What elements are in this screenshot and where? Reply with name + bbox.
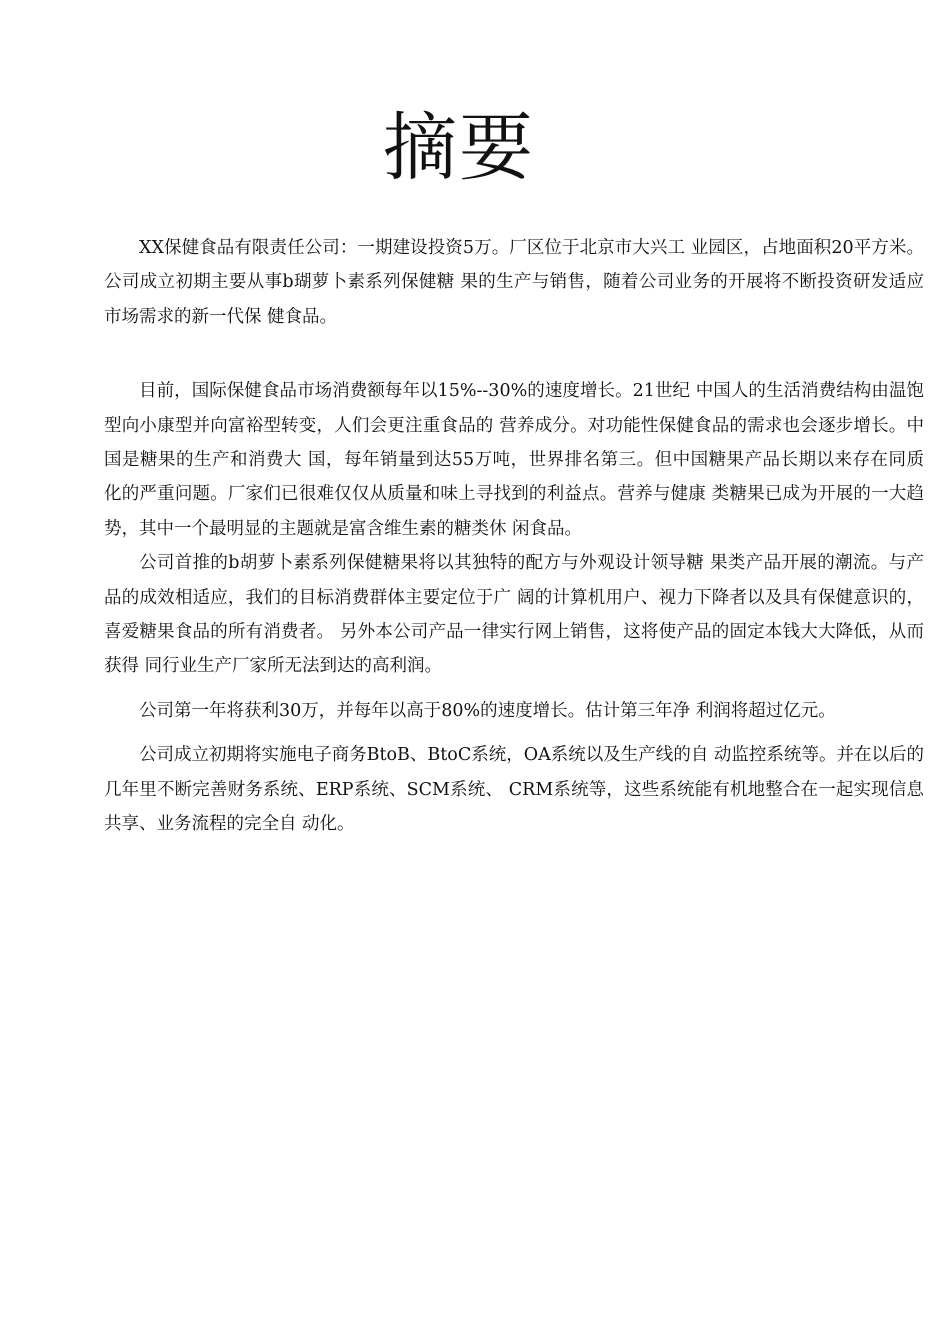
paragraph-systems-plan: 公司成立初期将实施电子商务BtoB、BtoC系统，OA系统以及生产线的自 动监控系统等。并在以后的几年里不断完善财务系统、ERP系统、SCM系统、 CRM系统等，这些系统能有机地整合在一起实现信息共享、业务流程的完全自 动化。 — [104, 745, 924, 835]
paragraph-company-intro: XX保健食品有限责任公司：一期建设投资5万。厂区位于北京市大兴工 业园区，占地面积20平方米。公司成立初期主要从事b瑚萝卜素系列保健糖 果的生产与销售，随着公司业务的开展将不断投资研发适应市场需求的新一代保 健食品。 — [104, 238, 924, 327]
paragraph-profit-forecast: 公司第一年将获利30万，并每年以高于80%的速度增长。估计第三年净 利润将超过亿元。 — [139, 700, 836, 721]
abstract-body — [104, 231, 924, 842]
paragraph-market-overview: 目前，国际保健食品市场消费额每年以15%--30%的速度增长。21世纪 中国人的生活消费结构由温饱型向小康型并向富裕型转变，人们会更注重食品的 营养成分。对功能性保健食品的需求也会逐步增长。中国是糖果的生产和消费大 国，每年销量到达55万吨，世界排名第三。但中国糖果产品长期以来存在同质 化的严重问题。厂家们已很难仅仅从质量和味上寻找到的利益点。营养与健康 类糖果已成为开展的一大趋势，其中一个最明显的主题就是富含维生素的糖类休 闲食品。 — [104, 381, 924, 539]
paragraph-product-strategy: 公司首推的b胡萝卜素系列保健糖果将以其独特的配方与外观设计领导糖 果类产品开展的潮流。与产品的成效相适应，我们的目标消费群体主要定位于广 阔的计算机用户、视力下降者以及具有保健意识的，喜爱糖果食品的所有消费者。 另外本公司产品一律实行网上销售，这将使产品的固定本钱大大降低，从而获得 同行业生产厂家所无法到达的高利润。 — [104, 553, 924, 677]
page-title: 摘要 — [383, 105, 535, 191]
